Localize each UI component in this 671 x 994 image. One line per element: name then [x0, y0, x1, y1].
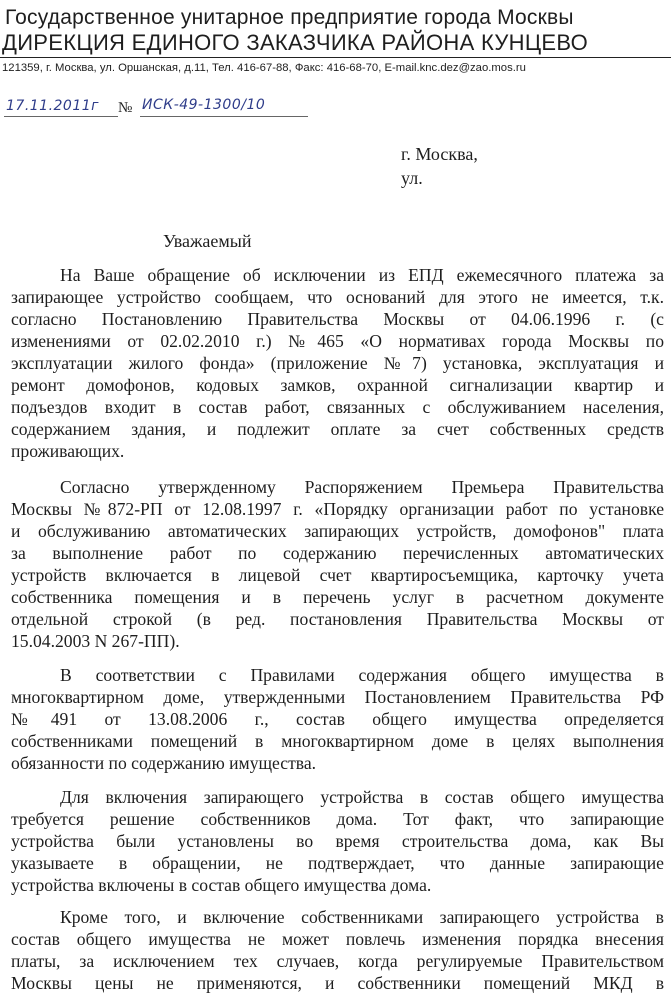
body-line: №491 от 13.08.2006 г., состав общего имущества определяется [11, 709, 664, 729]
body-line: Для включения запирающего устройства в состав общего имущества [60, 787, 664, 807]
body-line: Москвы цены не применяются, и собственники помещений МКД в [11, 973, 664, 993]
body-line: 15.04.2003 N 267-ПП). [11, 631, 180, 651]
registration-date: 17.11.2011г [6, 98, 100, 114]
body-line: и обслуживанию автоматических запирающих устройств, домофонов" плата [11, 521, 664, 541]
recipient-street: ул. [401, 168, 423, 188]
body-line: отдельной строкой (в ред. постановления Правительства Москвы от [11, 609, 664, 629]
body-line: устройств включается в лицевой счет квартиросъемщика, карточку учета [11, 565, 664, 585]
body-line: собственниками помещений в многоквартирном доме в целях выполнения [11, 731, 664, 751]
body-line: изменениями от 02.02.2010 г.) №465 «О нормативах города Москвы по [11, 331, 664, 351]
organization-title: ДИРЕКЦИЯ ЕДИНОГО ЗАКАЗЧИКА РАЙОНА КУНЦЕВО [2, 30, 589, 55]
body-line: многоквартирном доме, утвержденными Постановлением Правительства РФ [11, 687, 664, 707]
body-line: указываете в обращении, не подтверждает, что данные запирающие [11, 853, 664, 873]
body-line: за выполнение работ по содержанию перечисленных автоматических [11, 543, 664, 563]
recipient-city: г. Москва, [401, 144, 478, 164]
body-line: На Ваше обращение об исключении из ЕПД ежемесячного платежа за [60, 265, 664, 285]
body-line: платы, за исключением тех случаев, когда регулируемые Правительством [11, 951, 664, 971]
body-line: Кроме того, и включение собственниками запирающего устройства в [60, 907, 664, 927]
body-line: требуется решение собственников дома. Тот факт, что запирающие [11, 809, 664, 829]
body-line: состав общего имущества не может повлечь изменения порядка внесения [11, 929, 664, 949]
salutation: Уважаемый [163, 231, 252, 251]
body-line: Москвы №872-РП от 12.08.1997 г. «Порядку организации работ по установке [11, 499, 664, 519]
organization-name: Государственное унитарное предприятие города Москвы [5, 6, 574, 29]
organization-address: 121359, г. Москва, ул. Оршанская, д.11, Тел. 416-67-88, Факс: 416-68-70, E-mail.knc.dez@zao.mos.ru [2, 62, 526, 74]
body-line: В соответствии с Правилами содержания общего имущества в [60, 665, 664, 685]
body-line: Согласно утвержденному Распоряжением Премьера Правительства [60, 477, 664, 497]
body-line: эксплуатации жилого фонда» (приложение №7) установка, эксплуатация и [11, 353, 664, 373]
body-line: устройства были установлены во время строительства дома, как Вы [11, 831, 664, 851]
body-line: проживающих. [11, 441, 125, 461]
body-line: ремонт домофонов, кодовых замков, охранной сигнализации квартир и [11, 375, 664, 395]
body-line: подъездов входит в состав работ, связанных с обслуживанием населения, [11, 397, 664, 417]
registration-number: ИСК-49-1300/10 [142, 97, 266, 113]
body-line: содержанием здания, и подлежит оплате за счет собственных средств [11, 419, 664, 439]
body-line: устройства включены в состав общего имущества дома. [11, 875, 432, 895]
body-line: согласно Постановлению Правительства Москвы от 04.06.1996 г. (с [11, 309, 664, 329]
body-line: обязанности по содержанию имущества. [11, 753, 317, 773]
registration-number-label: № [118, 100, 133, 116]
body-line: собственника помещения и в перечень услуг в расчетном документе [11, 587, 664, 607]
body-line: запирающее устройство сообщаем, что оснований для этого не имеется, т.к. [11, 287, 664, 307]
